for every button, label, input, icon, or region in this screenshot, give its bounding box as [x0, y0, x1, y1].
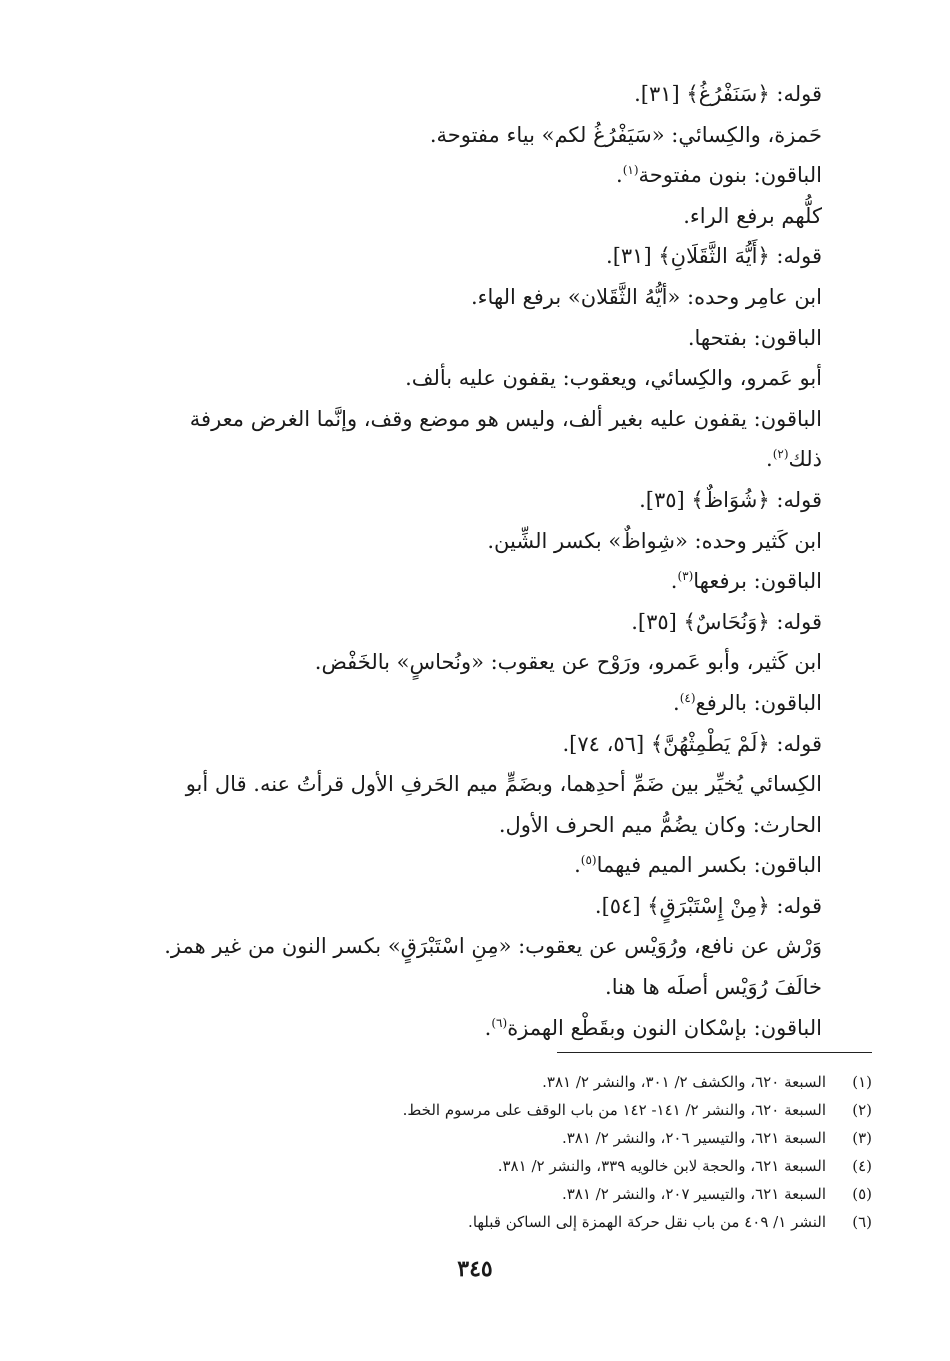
text-line: قوله: ﴿سَنَفْرُغُ﴾ [٣١].: [634, 82, 822, 106]
text-line: ابن عامِر وحده: «أيُّهُ الثَّقَلان» برفع الهاء.: [471, 284, 822, 309]
main-text: [134, 74, 872, 1048]
text-paragraph: الباقون: يقفون عليه بغير ألف، وليس هو موضع وقف، وإنَّما الغرض معرفة ذلك$^{(٢)}$.: [189, 406, 822, 472]
footnote-number: (١): [852, 1073, 872, 1091]
text-line: الباقون: بإسْكان النون وبقَطْع الهمزة$^{(٦)}$.: [484, 1015, 822, 1040]
text-line: قوله: ﴿مِنْ إِسْتَبْرَقٍ﴾ [٥٤].: [594, 893, 822, 918]
footnote-number: (٣): [852, 1129, 872, 1147]
footnote-item: [134, 1180, 872, 1208]
text-line: ابن كَثير وحده: «شِواظٌ» بكسر الشِّين.: [487, 528, 822, 553]
footnote-number: (٥): [852, 1185, 872, 1203]
footnote-ref: (٤): [679, 690, 696, 705]
footnote-ref: (١): [622, 163, 639, 178]
text-line: خالَفَ رُوَيْس أصلَه ها هنا.: [605, 975, 822, 1000]
footnote-text: السبعة ٦٢١، والحجة لابن خالويه ٣٣٩، والنشر ٢/ ٣٨١.: [497, 1157, 826, 1175]
text-paragraph: الكِسائي يُخيِّر بين ضَمِّ أحدِهما، وبضَمٍّ ميم الحَرفِ الأول قرأتُ عنه. قال أبو الحارث: وكان يضُمُّ ميم الحرف الأول.: [185, 772, 822, 837]
footnote-number: (٤): [852, 1157, 872, 1175]
footnote-number: (٦): [852, 1213, 872, 1231]
footnote-text: السبعة ٦٢١، والتيسير ٢٠٦، والنشر ٢/ ٣٨١.: [561, 1129, 826, 1147]
text-line: قوله: ﴿لَمْ يَطْمِثْهُنَّ﴾ [٥٦، ٧٤].: [562, 731, 822, 756]
footnote-text: السبعة ٦٢١، والتيسير ٢٠٧، والنشر ٢/ ٣٨١.: [561, 1185, 826, 1203]
footnotes: [134, 1068, 872, 1236]
footnote-text: النشر ١/ ٤٠٩ من باب نقل حركة الهمزة إلى الساكن قبلها.: [468, 1213, 826, 1231]
text-line: الباقون: بكسر الميم فيهما$^{(٥)}$.: [574, 853, 822, 878]
text-line: الباقون: بفتحها.: [687, 325, 822, 350]
footnote-item: [134, 1208, 872, 1236]
text-line: الباقون: برفعها$^{(٣)}$.: [670, 569, 822, 594]
text-line: الباقون: بنون مفتوحة$^{(١)}$.: [616, 163, 822, 188]
footnote-separator: [557, 1052, 872, 1053]
footnote-text: السبعة ٦٢٠، والكشف ٢/ ٣٠١، والنشر ٢/ ٣٨١.: [542, 1073, 826, 1091]
footnote-text: السبعة ٦٢٠، والنشر ٢/ ١٤١- ١٤٢ من باب الوقف على مرسوم الخط.: [402, 1101, 826, 1119]
text-line: حَمزة، والكِسائي: «سَيَفْرُغُ لكم» بياء مفتوحة.: [429, 122, 822, 147]
footnote-ref: (٦): [491, 1015, 508, 1030]
text-line: ابن كَثير، وأبو عَمرو، ورَوْح عن يعقوب: «ونُحاسٍ» بالخَفْض.: [314, 650, 822, 675]
text-line: قوله: ﴿شُوَاظٌ﴾ [٣٥].: [639, 487, 822, 512]
text-line: وَرْش عن نافع، ورُوَيْس عن يعقوب: «مِنِ اسْتَبْرَقٍ» بكسر النون من غير همز.: [164, 934, 822, 959]
text-line: كلُّهم برفع الراء.: [683, 203, 822, 228]
text-line: قوله: ﴿أَيُّهَ الثَّقَلَانِ﴾ [٣١].: [606, 244, 822, 269]
footnote-item: [134, 1068, 872, 1096]
footnote-ref: (٢): [772, 447, 789, 462]
text-line: أبو عَمرو، والكِسائي، ويعقوب: يقفون عليه بألف.: [405, 366, 822, 391]
footnote-number: (٢): [852, 1101, 872, 1119]
footnote-ref: (٣): [677, 569, 694, 584]
footnote-item: [134, 1124, 872, 1152]
page-number: ٣٤٥: [457, 1256, 493, 1282]
footnote-ref: (٥): [580, 853, 597, 868]
footnote-item: [134, 1152, 872, 1180]
footnote-item: [134, 1096, 872, 1124]
text-line: قوله: ﴿وَنُحَاسٌ﴾ [٣٥].: [631, 609, 822, 634]
text-line: الباقون: بالرفع$^{(٤)}$.: [673, 690, 822, 715]
